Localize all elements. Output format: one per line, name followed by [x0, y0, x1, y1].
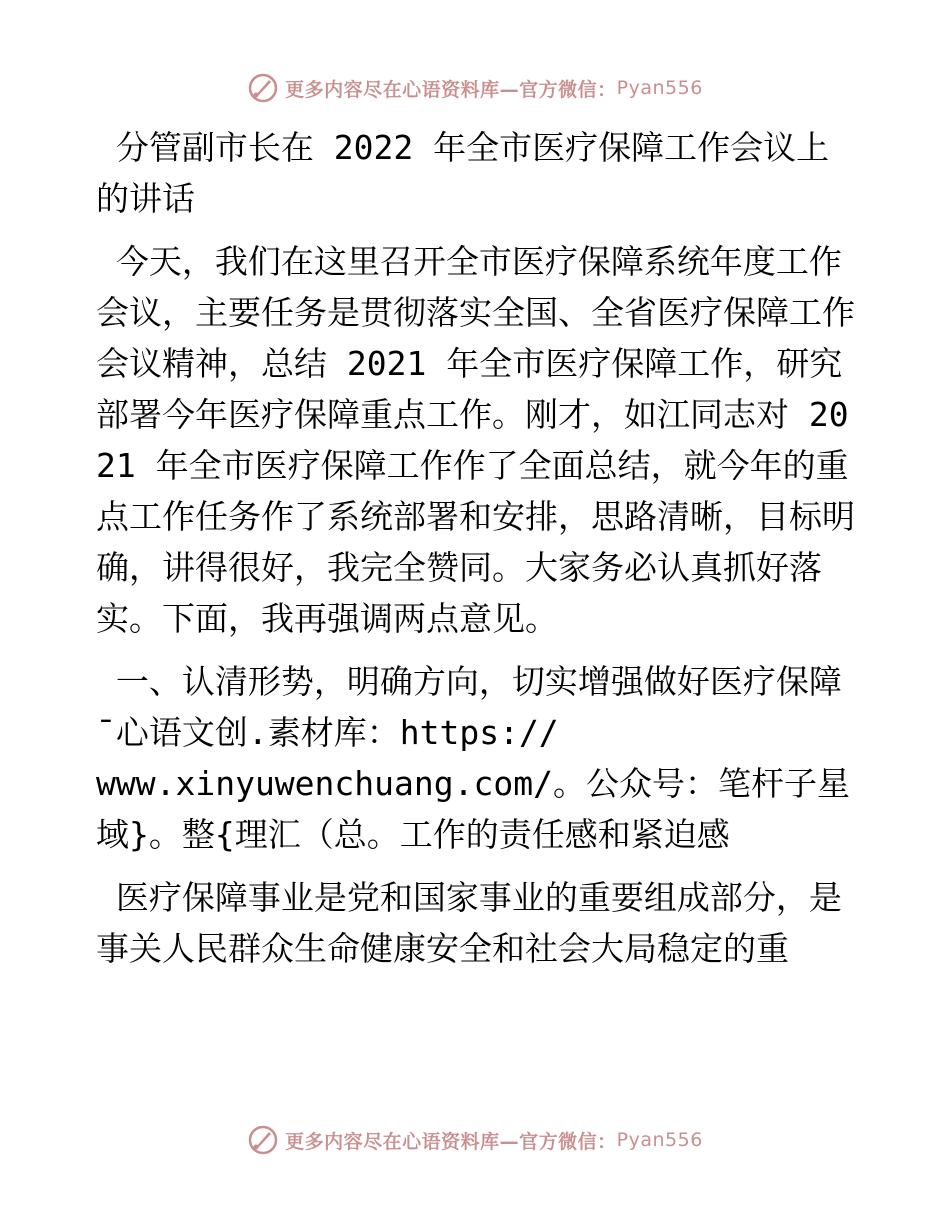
paragraph-1: 今天，我们在这里召开全市医疗保障系统年度工作会议，主要任务是贯彻落实全国、全省医疗保障工作会议精神，总结 2021 年全市医疗保障工作，研究部署今年医疗保障重点工作。刚才，如江同志对 2021 年全市医疗保障工作作了全面总结，就今年的重点工作任务作了系统部署和安排，思路清晰，目标明确，讲得很好，我完全赞同。大家务必认真抓好落实。下面，我再强调两点意见。 [96, 242, 855, 638]
watermark-text: 更多内容尽在心语资料库—官方微信： [285, 1130, 617, 1153]
document-body [96, 122, 856, 974]
paragraph-2: 一、认清形势，明确方向，切实增强做好医疗保障¯心语文创.素材库：https:// www.xinyuwenchuang.com/。公众号：笔杆子星域}。整{理汇（总。工作的责任感和紧迫感 [96, 662, 850, 854]
watermark-banner-bottom [0, 1120, 950, 1160]
watermark-contact: Pyan556 [616, 77, 703, 99]
watermark-text: 更多内容尽在心语资料库—官方微信： [285, 78, 617, 101]
document-title: 分管副市长在 2022 年全市医疗保障工作会议上的讲话 [96, 128, 830, 218]
paragraph-3: 医疗保障事业是党和国家事业的重要组成部分，是事关人民群众生命健康安全和社会大局稳定的重 [96, 878, 842, 968]
watermark-banner-top [0, 68, 950, 108]
feather-pen-seal-icon [247, 72, 279, 104]
feather-pen-seal-icon [247, 1124, 279, 1156]
watermark-contact: Pyan556 [616, 1129, 703, 1151]
